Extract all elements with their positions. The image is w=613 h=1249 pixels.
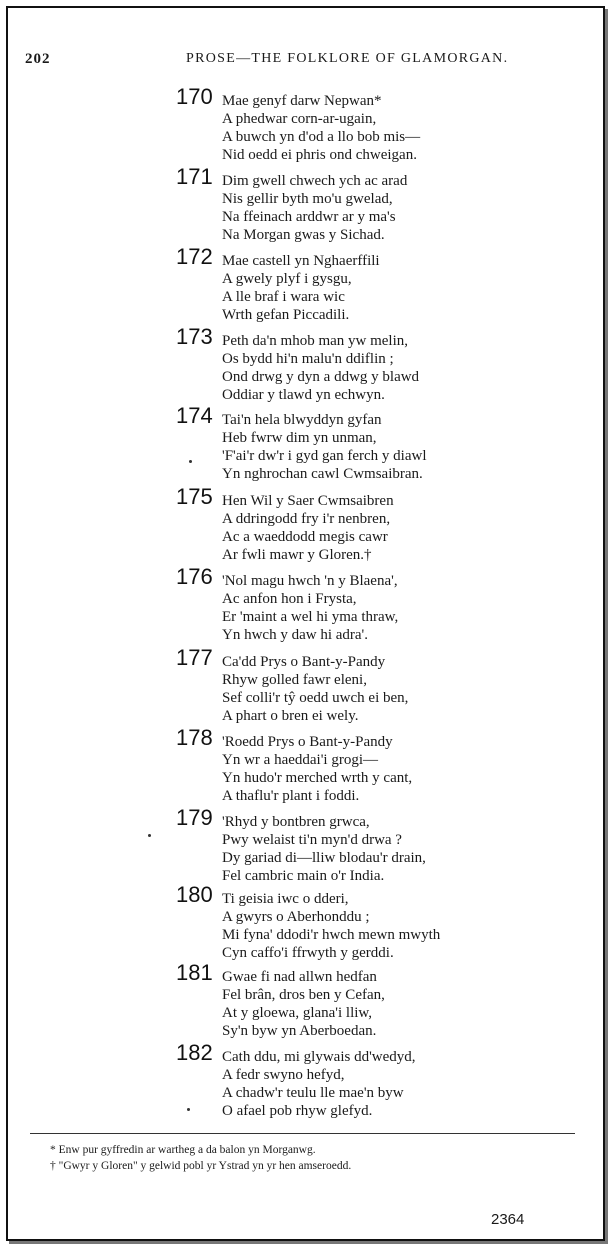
footnote-2: † "Gwyr y Gloren" y gelwid pobl yr Ystrad yn yr hen amseroedd. xyxy=(50,1160,352,1172)
verse-line: Fel cambric main o'r India. xyxy=(222,868,385,884)
print-speck xyxy=(189,460,192,463)
verse-line: At y gloewa, glana'i lliw, xyxy=(222,1005,373,1021)
verse-line: Peth da'n mhob man yw melin, xyxy=(222,333,409,349)
verse-line: Yn hudo'r merched wrth y cant, xyxy=(222,770,413,786)
verse-line: Sy'n byw yn Aberboedan. xyxy=(222,1023,377,1039)
verse-line: Fel brân, dros ben y Cefan, xyxy=(222,987,385,1003)
verse-line: Ac anfon hon i Frysta, xyxy=(222,591,357,607)
page-number: 202 xyxy=(25,51,51,67)
verse-line: Cath ddu, mi glywais dd'wedyd, xyxy=(222,1049,416,1065)
verse-line: A chadw'r teulu lle mae'n byw xyxy=(222,1085,404,1101)
verse-line: Yn hwch y daw hi adra'. xyxy=(222,627,368,643)
verse-number: 174 xyxy=(176,403,213,428)
running-title: PROSE—THE FOLKLORE OF GLAMORGAN. xyxy=(186,51,509,66)
verse-line: Ond drwg y dyn a ddwg y blawd xyxy=(222,369,420,385)
verse-number: 180 xyxy=(176,882,213,907)
footnote-1: * Enw pur gyffredin ar wartheg a da balon yn Morganwg. xyxy=(50,1144,316,1156)
verse-line: A lle braf i wara wic xyxy=(222,289,345,305)
verse-line: 'Rhyd y bontbren grwca, xyxy=(222,814,370,830)
verse-line: Oddiar y tlawd yn echwyn. xyxy=(222,387,385,403)
verse-number: 177 xyxy=(176,645,213,670)
verse-line: Yn nghrochan cawl Cwmsaibran. xyxy=(222,466,423,482)
verse-number: 176 xyxy=(176,564,213,589)
verse-line: Mi fyna' ddodi'r hwch mewn mwyth xyxy=(222,927,441,943)
verse-line: A gwyrs o Aberhonddu ; xyxy=(222,909,370,925)
verse-line: Heb fwrw dim yn unman, xyxy=(222,430,377,446)
verse-line: A gwely plyf i gysgu, xyxy=(222,271,352,287)
verse-number: 171 xyxy=(176,164,213,189)
verse-line: Na Morgan gwas y Sichad. xyxy=(222,227,385,243)
verse-line: Na ffeinach arddwr ar y ma's xyxy=(222,209,396,225)
verse-line: Mae castell yn Nghaerffili xyxy=(222,253,380,269)
verse-line: 'F'ai'r dw'r i gyd gan ferch y diawl xyxy=(222,448,427,464)
verse-number: 173 xyxy=(176,324,213,349)
verse-line: Dy gariad di—lliw blodau'r drain, xyxy=(222,850,426,866)
verse-line: Tai'n hela blwyddyn gyfan xyxy=(222,412,382,428)
verse-number: 172 xyxy=(176,244,213,269)
verse-line: A fedr swyno hefyd, xyxy=(222,1067,345,1083)
verse-line: Ca'dd Prys o Bant-y-Pandy xyxy=(222,654,386,670)
verse-line: Ar fwli mawr y Gloren.† xyxy=(222,547,372,563)
verse-line: 'Roedd Prys o Bant-y-Pandy xyxy=(222,734,393,750)
print-speck xyxy=(187,1108,190,1111)
verse-line: Ti geisia iwc o dderi, xyxy=(222,891,349,907)
verse-line: Wrth gefan Piccadili. xyxy=(222,307,350,323)
verse-line: Sef colli'r tŷ oedd uwch ei ben, xyxy=(222,690,409,706)
verse-line: Dim gwell chwech ych ac arad xyxy=(222,173,408,189)
verse-line: Mae genyf darw Nepwan* xyxy=(222,93,382,109)
verse-line: Pwy welaist ti'n myn'd drwa ? xyxy=(222,832,402,848)
verse-number: 181 xyxy=(176,960,213,985)
verse-line: Yn wr a haeddai'i grogi— xyxy=(222,752,378,768)
verse-line: Ac a waeddodd megis cawr xyxy=(222,529,388,545)
verse-line: A ddringodd fry i'r nenbren, xyxy=(222,511,391,527)
verse-line: Os bydd hi'n malu'n ddiflin ; xyxy=(222,351,394,367)
verse-line: O afael pob rhyw glefyd. xyxy=(222,1103,373,1119)
verse-line: A thaflu'r plant i foddi. xyxy=(222,788,360,804)
verse-number: 182 xyxy=(176,1040,213,1065)
verse-number: 178 xyxy=(176,725,213,750)
verse-number: 179 xyxy=(176,805,213,830)
verse-line: A phart o bren ei wely. xyxy=(222,708,359,724)
verse-line: A phedwar corn-ar-ugain, xyxy=(222,111,377,127)
verse-line: 'Nol magu hwch 'n y Blaena', xyxy=(222,573,398,589)
verse-line: Gwae fi nad allwn hedfan xyxy=(222,969,377,985)
verse-line: Er 'maint a wel hi yma thraw, xyxy=(222,609,399,625)
verse-line: Nis gellir byth mo'u gwelad, xyxy=(222,191,393,207)
verse-line: Nid oedd ei phris ond chweigan. xyxy=(222,147,417,163)
print-speck xyxy=(148,834,151,837)
verse-line: Hen Wil y Saer Cwmsaibren xyxy=(222,493,394,509)
verse-number: 175 xyxy=(176,484,213,509)
verse-line: A buwch yn d'od a llo bob mis— xyxy=(222,129,421,145)
footnote-rule xyxy=(30,1133,575,1134)
scan-id: 2364 xyxy=(491,1211,525,1228)
verse-line: Cyn caffo'i ffrwyth y gerddi. xyxy=(222,945,394,961)
verse-number: 170 xyxy=(176,84,213,109)
verse-line: Rhyw golled fawr eleni, xyxy=(222,672,367,688)
